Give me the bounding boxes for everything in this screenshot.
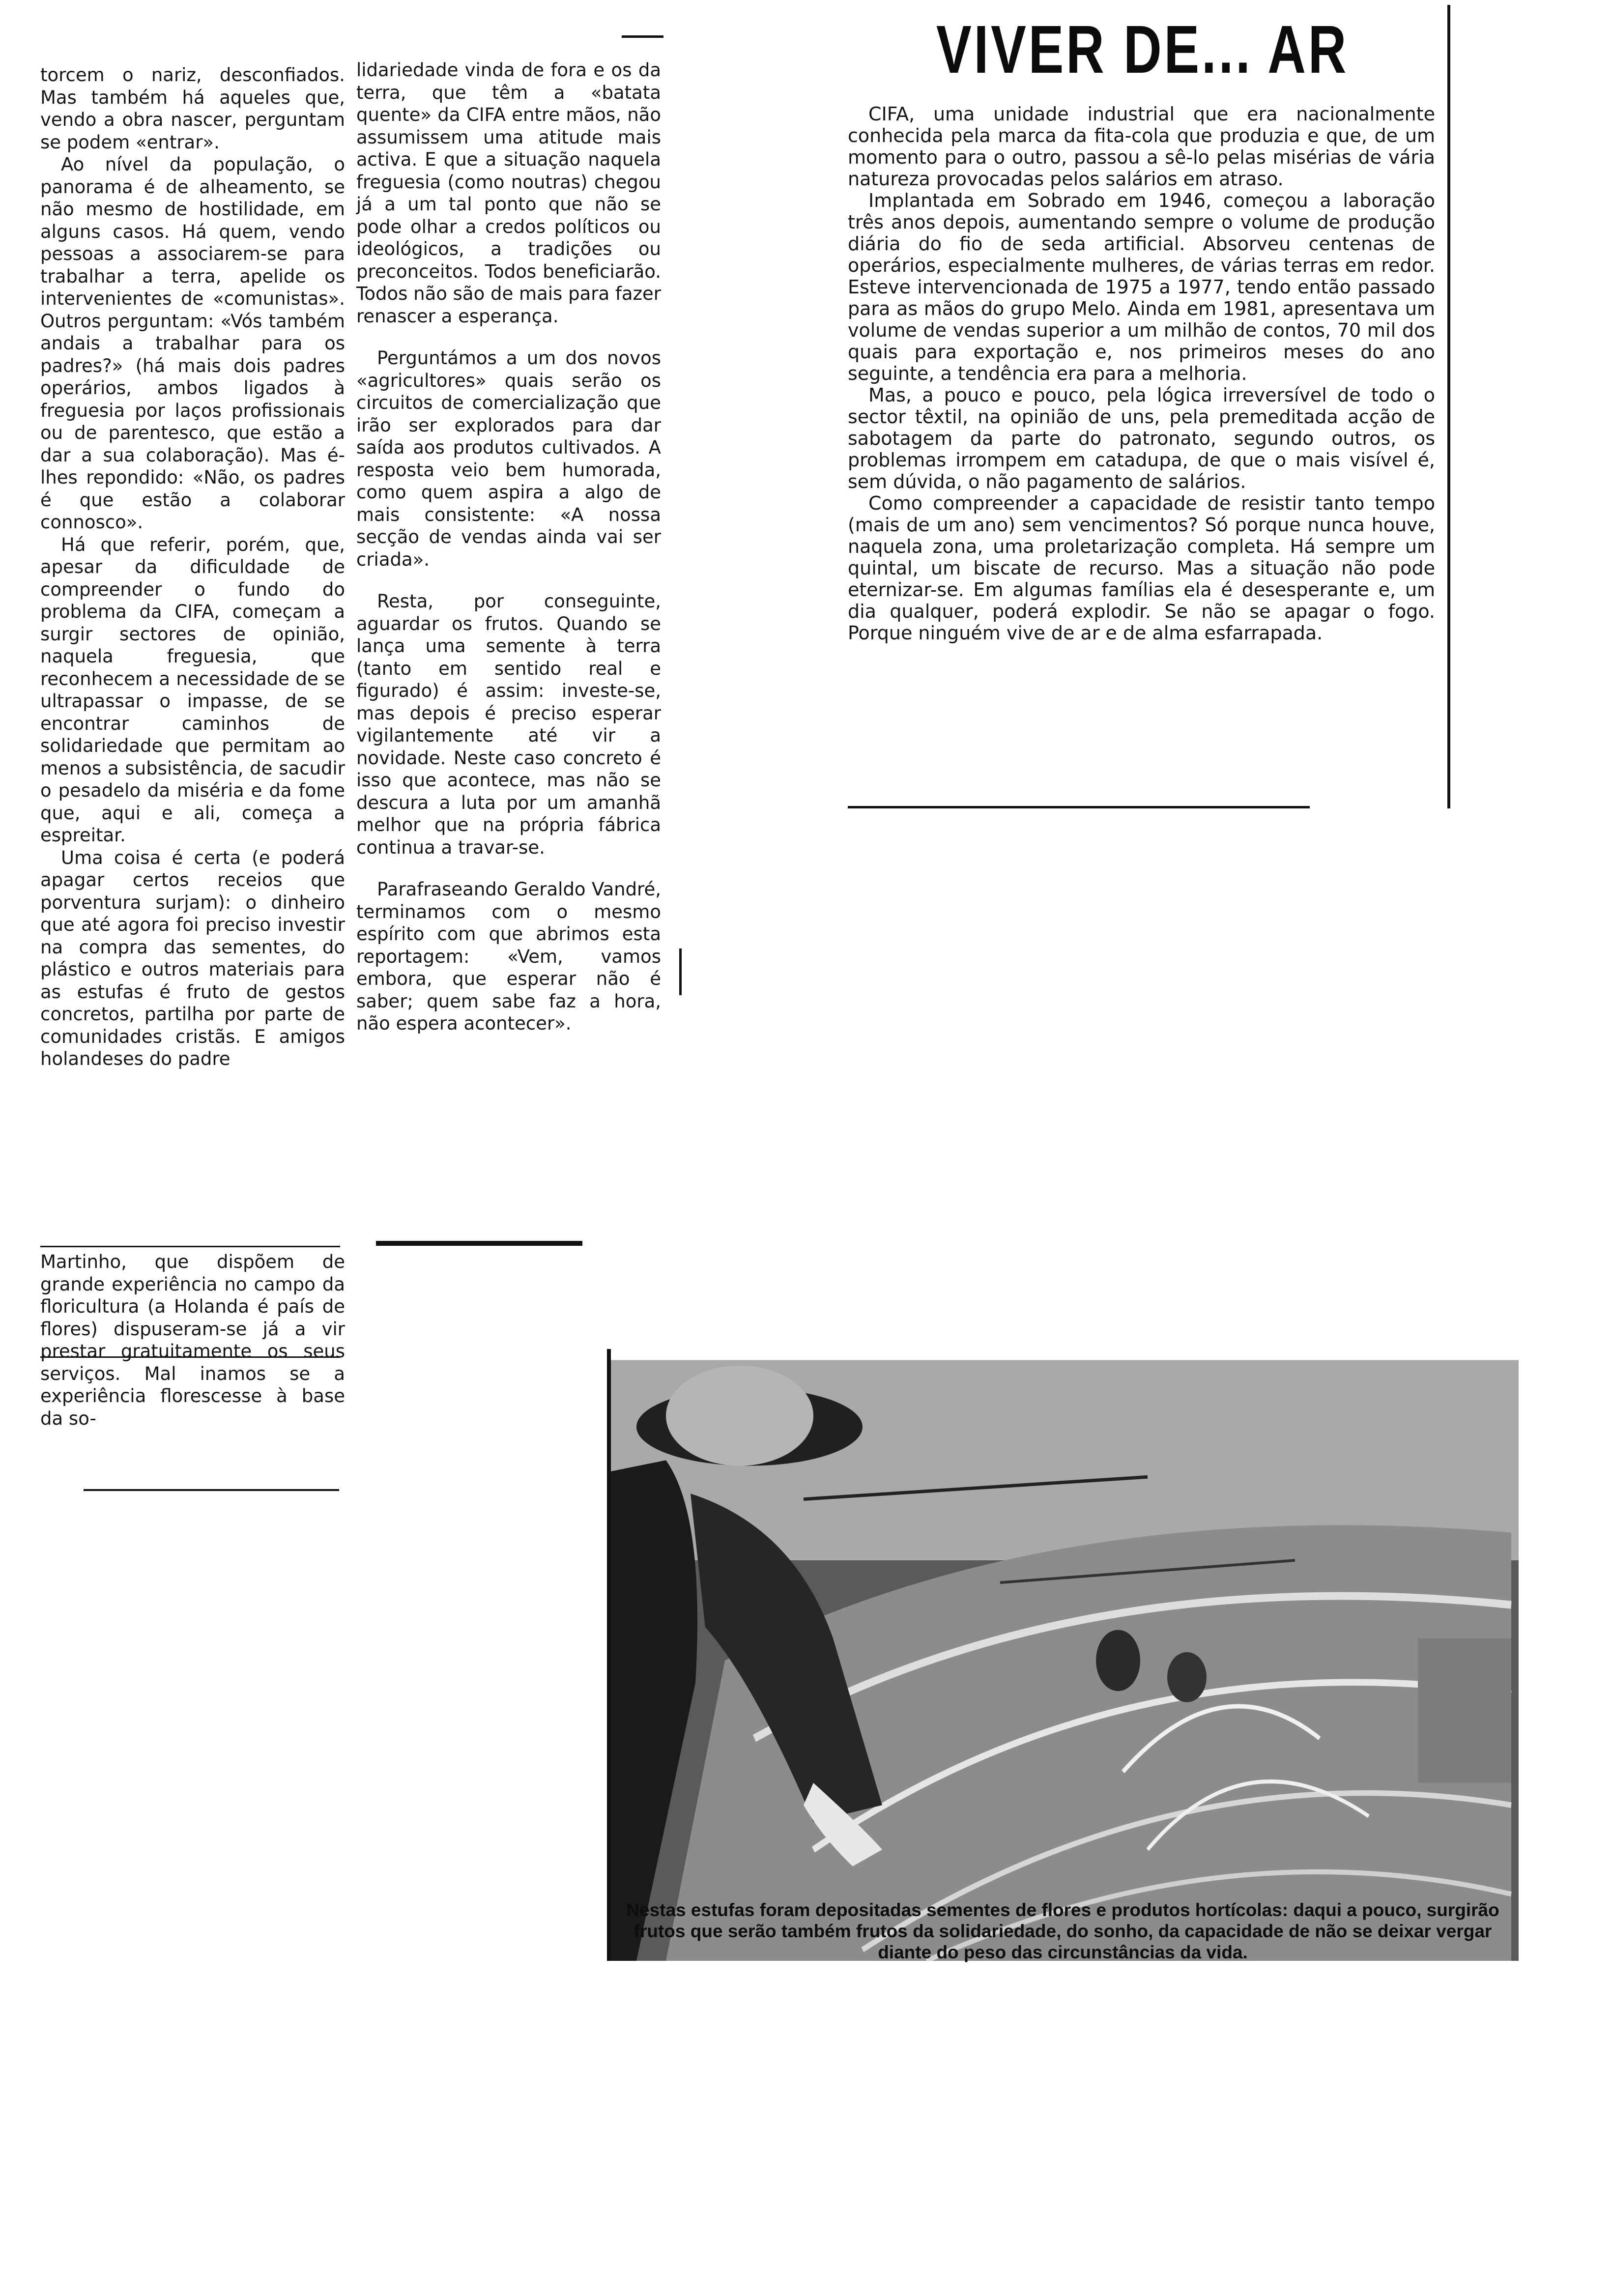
top-rule-left <box>622 35 663 38</box>
left-paragraph: Há que referir, porém, que, apesar da dificuldade de compreender o fundo do problema da CIFA, começam a surgir sectores de opinião, naquela freguesia, que reconhecem a necessidade de se ultrapassar o impasse, de se encontrar caminhos de solidariedade que permitam ao menos a subsistência, de sacudir o pesadelo da miséria e da fome que, aqui e ali, começa a espreitar. <box>40 534 345 846</box>
left-break-rule <box>40 1246 340 1247</box>
left-column-continued <box>40 1251 345 1430</box>
page-title: VIVER DE... AR <box>936 12 1349 87</box>
right-paragraph: Como compreender a capacidade de resistir tanto tempo (mais de um ano) sem vencimentos? Só porque nunca houve, naquela zona, uma proletarização completa. Há sempre um quintal, um biscate de recurso. Mas a situação não pode eternizar-se. Em algumas famílias ela é desesperante e, um dia qualquer, poderá explodir. Se não se apagar o fogo. Porque ninguém vive de ar e de alma esfarrapada. <box>848 492 1435 644</box>
middle-column <box>356 59 661 1035</box>
left-bottom-rule <box>84 1489 339 1491</box>
right-paragraph: Implantada em Sobrado em 1946, começou a laboração três anos depois, aumentando sempre o volume de produção diária do fio de seda artificial. Absorveu centenas de operários, especialmente mulheres, de várias terras em redor. Esteve intervencionada de 1975 a 1977, tendo então passado para as mãos do grupo Melo. Ainda em 1981, apresentava um volume de vendas superior a um milhão de contos, 70 mil dos quais para exportação e, nos primeiros meses do ano seguinte, a tendência era para a melhoria. <box>848 190 1435 384</box>
left-paragraph: Uma coisa é certa (e poderá apagar certos receios que porventura surjam): o dinheiro que até agora foi preciso investir na compra das sementes, do plástico e outros materiais para as estufas é fruto de gestos concretos, partilha por parte de comunidades cristãs. E amigos holandeses do padre <box>40 847 345 1069</box>
right-column <box>848 103 1435 644</box>
left-paragraph-continued: Martinho, que dispõem de grande experiência no campo da floricultura (a Holanda é país de flores) dispuseram-se já a vir prestar gratuitamente os seus serviços. Mal inamos se a experiência florescesse à base da so- <box>40 1251 345 1429</box>
right-paragraph: CIFA, uma unidade industrial que era nacionalmente conhecida pela marca da fita-cola que produzia e que, de um momento para o outro, passou a sê-lo pelas misérias de vária natureza provocadas pelos salários em atraso. <box>848 103 1435 190</box>
middle-side-mark <box>679 948 682 995</box>
right-frame-rule <box>1447 5 1450 808</box>
middle-paragraph: lidariedade vinda de fora e os da terra, que têm a «batata quente» da CIFA entre mãos, não assumissem uma atitude mais activa. E que a situação naquela freguesia (como noutras) chegou já a um tal ponto que não se pode olhar a credos políticos ou ideológicos, a tradições ou preconceitos. Todos beneficiarão. Todos não são de mais para fazer renascer a esperança. <box>356 59 661 327</box>
middle-paragraph: Resta, por conseguinte, aguardar os frutos. Quando se lança uma semente à terra (tanto em sentido real e figurado) é assim: investe-se, mas depois é preciso esperar vigilantemente até vir a novidade. Neste caso concreto é isso que acontece, mas não se descura a luta por um amanhã melhor que na própria fábrica continua a travar-se. <box>356 591 661 858</box>
middle-paragraph: Perguntámos a um dos novos «agricultores» quais serão os circuitos de comercialização que irão ser explorados para dar saída aos produtos cultivados. A resposta veio bem humorada, como quem aspira a algo de mais consistente: «A nossa secção de vendas ainda vai ser criada». <box>356 347 661 570</box>
left-paragraph: Ao nível da população, o panorama é de alheamento, se não mesmo de hostilidade, em alguns casos. Há quem, vendo pessoas a associarem-se para trabalhar a terra, apelide os intervenientes de «comunistas». Outros perguntam: «Vós também andais a trabalhar para os padres?» (há mais dois padres operários, ambos ligados à freguesia por laços profissionais ou de parentesco, que estão a dar a sua colaboração). Mas é-lhes repondido: «Não, os padres é que estão a colaborar connosco». <box>40 154 345 533</box>
middle-paragraph: Parafraseando Geraldo Vandré, terminamos com o mesmo espírito com que abrimos esta reportagem: «Vem, vamos embora, que esperar não é saber; quem sabe faz a hora, não espera acontecer». <box>356 879 661 1034</box>
greenhouse-photo-image <box>607 1349 1519 1961</box>
right-paragraph: Mas, a pouco e pouco, pela lógica irreversível de todo o sector têxtil, na opinião de uns, pela premeditada acção de sabotagem da parte do patronato, segundo outros, os problemas irrompem em catadupa, de que o mais visível é, sem dúvida, o não pagamento de salários. <box>848 384 1435 492</box>
left-column <box>40 64 345 1070</box>
left-paragraph: torcem o nariz, desconfiados. Mas também há aqueles que, vendo a obra nascer, perguntam se podem «entrar». <box>40 64 345 153</box>
middle-bottom-rule <box>376 1241 582 1246</box>
right-bottom-rule <box>848 806 1310 808</box>
greenhouse-photo <box>607 1349 1519 1961</box>
photo-caption: Nestas estufas foram depositadas sementes de flores e produtos hortícolas: daqui a pouco, surgirão frutos que serão também frutos da solidariedade, do sonho, da capacidade de não se deixar vergar diante do peso das circunstâncias da vida. <box>626 1900 1499 1962</box>
